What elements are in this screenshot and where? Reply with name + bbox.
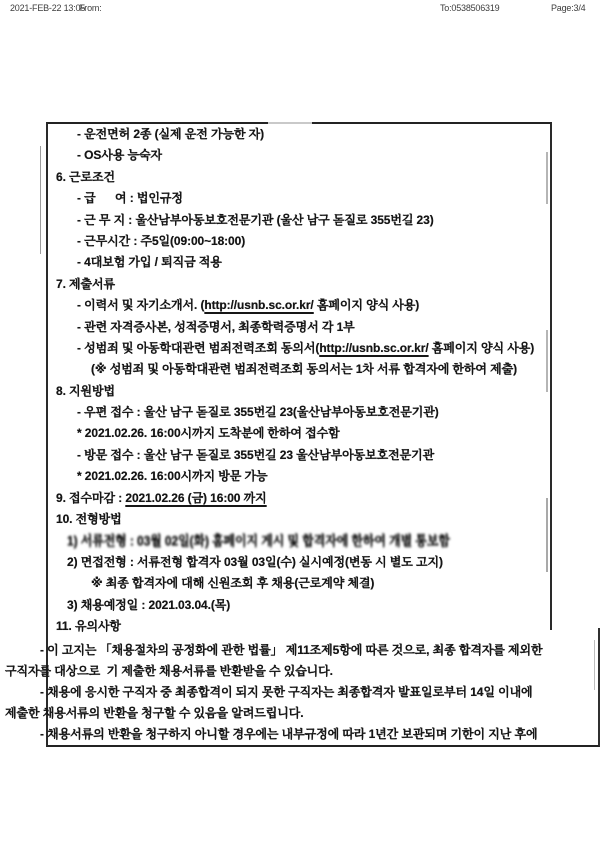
text-segment: 10. 전형방법 bbox=[56, 512, 122, 527]
doc-line bbox=[47, 381, 547, 402]
text-segment: - 우편 접수 : 울산 남구 돋질로 355번길 23(울산남부아동보호전문기관) bbox=[77, 405, 439, 420]
text-segment: 9. 접수마감 : bbox=[56, 490, 126, 505]
underlined-text: http://usnb.sc.or.kr/ bbox=[319, 340, 429, 355]
doc-line bbox=[47, 445, 547, 466]
text-segment: - OS사용 능숙자 bbox=[77, 148, 162, 163]
doc-line bbox=[47, 252, 547, 273]
fax-from-label: From: bbox=[79, 3, 102, 13]
doc-line bbox=[47, 466, 547, 487]
text-segment: 3) 채용예정일 : 2021.03.04.(목) bbox=[67, 597, 231, 612]
text-segment: 2) 면접전형 : 서류전형 합격자 03월 03일(수) 실시예정(변동 시 별도 고지) bbox=[67, 554, 443, 569]
doc-paragraph-line: - 채용서류의 반환을 청구하지 아니할 경우에는 내부규정에 따라 1년간 보관되며 기한이 지난 후에 bbox=[40, 727, 538, 741]
doc-line bbox=[47, 145, 547, 166]
doc-line bbox=[47, 595, 547, 616]
text-segment: - 성범죄 및 아동학대관련 범죄전력조회 동의서( bbox=[77, 340, 320, 355]
doc-line bbox=[47, 167, 547, 188]
doc-paragraph-line: - 채용에 응시한 구직자 중 최종합격이 되지 못한 구직자는 최종합격자 발표일로부터 14일 이내에 bbox=[40, 685, 533, 699]
doc-line bbox=[47, 552, 547, 573]
doc-line bbox=[47, 188, 547, 209]
doc-line bbox=[47, 488, 547, 509]
doc-line bbox=[47, 124, 547, 145]
doc-paragraph-line: 구직자를 대상으로 기 제출한 채용서류를 반환받을 수 있습니다. bbox=[5, 664, 333, 678]
doc-lines bbox=[47, 124, 547, 637]
doc-line bbox=[47, 274, 547, 295]
doc-paragraph-line: 제출한 채용서류의 반환을 청구할 수 있음을 알려드립니다. bbox=[5, 706, 304, 720]
fax-header bbox=[0, 3, 610, 15]
doc-line bbox=[47, 616, 547, 637]
doc-line bbox=[47, 359, 547, 380]
text-segment: - 운전면허 2종 (실제 운전 가능한 자) bbox=[77, 127, 265, 141]
scan-artifact bbox=[40, 146, 41, 254]
doc-line bbox=[47, 530, 547, 554]
text-segment: - 근무시간 : 주5일(09:00~18:00) bbox=[77, 233, 246, 248]
text-segment: ※ 최종 합격자에 대해 신원조회 후 채용(근로계약 체결) bbox=[91, 576, 375, 591]
text-segment: (※ 성범죄 및 아동학대관련 범죄전력조회 동의서는 1차 서류 합격자에 한하여 제출) bbox=[91, 362, 518, 377]
text-segment: - 급 여 : 법인규정 bbox=[77, 191, 183, 206]
underlined-text: http://usnb.sc.or.kr/ bbox=[204, 298, 314, 313]
text-segment: 11. 유의사항 bbox=[56, 618, 121, 633]
doc-line bbox=[47, 423, 547, 444]
text-segment: 8. 지원방법 bbox=[56, 383, 116, 398]
underlined-text: 2021.02.26 (금) 16:00 까지 bbox=[125, 490, 267, 505]
text-segment: * 2021.02.26. 16:00시까지 도착분에 한하여 접수함 bbox=[77, 426, 340, 441]
text-segment: - 관련 자격증사본, 성적증명서, 최종학력증명서 각 1부 bbox=[77, 319, 355, 334]
text-segment: * 2021.02.26. 16:00시까지 방문 가능 bbox=[77, 469, 268, 484]
text-segment: 홈페이지 양식 사용) bbox=[313, 298, 420, 313]
doc-notice-paragraphs bbox=[5, 640, 599, 745]
text-segment: - 이력서 및 자기소개서. ( bbox=[77, 298, 205, 313]
doc-line bbox=[47, 210, 547, 231]
doc-line bbox=[47, 509, 547, 530]
text-segment: 1) 서류전형 : 03월 02일(화) 홈페이지 게시 및 합격자에 한하여 개별 통보함 bbox=[67, 533, 450, 550]
text-segment: - 4대보험 가입 / 퇴직금 적용 bbox=[77, 255, 222, 270]
fax-page-number: Page:3/4 bbox=[551, 3, 586, 13]
fax-datetime: 2021-FEB-22 13:05 bbox=[10, 3, 86, 13]
doc-line bbox=[47, 573, 547, 594]
doc-line bbox=[47, 295, 547, 316]
text-segment: - 방문 접수 : 울산 남구 돋질로 355번길 23 울산남부아동보호전문기관 bbox=[77, 447, 435, 462]
doc-line bbox=[47, 317, 547, 338]
fax-to-number: To:0538506319 bbox=[440, 3, 500, 13]
text-segment: 홈페이지 양식 사용) bbox=[428, 340, 535, 355]
text-segment: 6. 근로조건 bbox=[56, 169, 116, 184]
doc-line bbox=[47, 231, 547, 252]
doc-line bbox=[47, 338, 547, 359]
text-segment: - 근 무 지 : 울산남부아동보호전문기관 (울산 남구 돋질로 355번길 23) bbox=[77, 212, 434, 227]
doc-paragraph-line: - 이 고지는 「채용절차의 공정화에 관한 법률」 제11조제5항에 따른 것으로, 최종 합격자를 제외한 bbox=[40, 643, 543, 657]
text-segment: 7. 제출서류 bbox=[56, 276, 116, 291]
doc-line bbox=[47, 402, 547, 423]
